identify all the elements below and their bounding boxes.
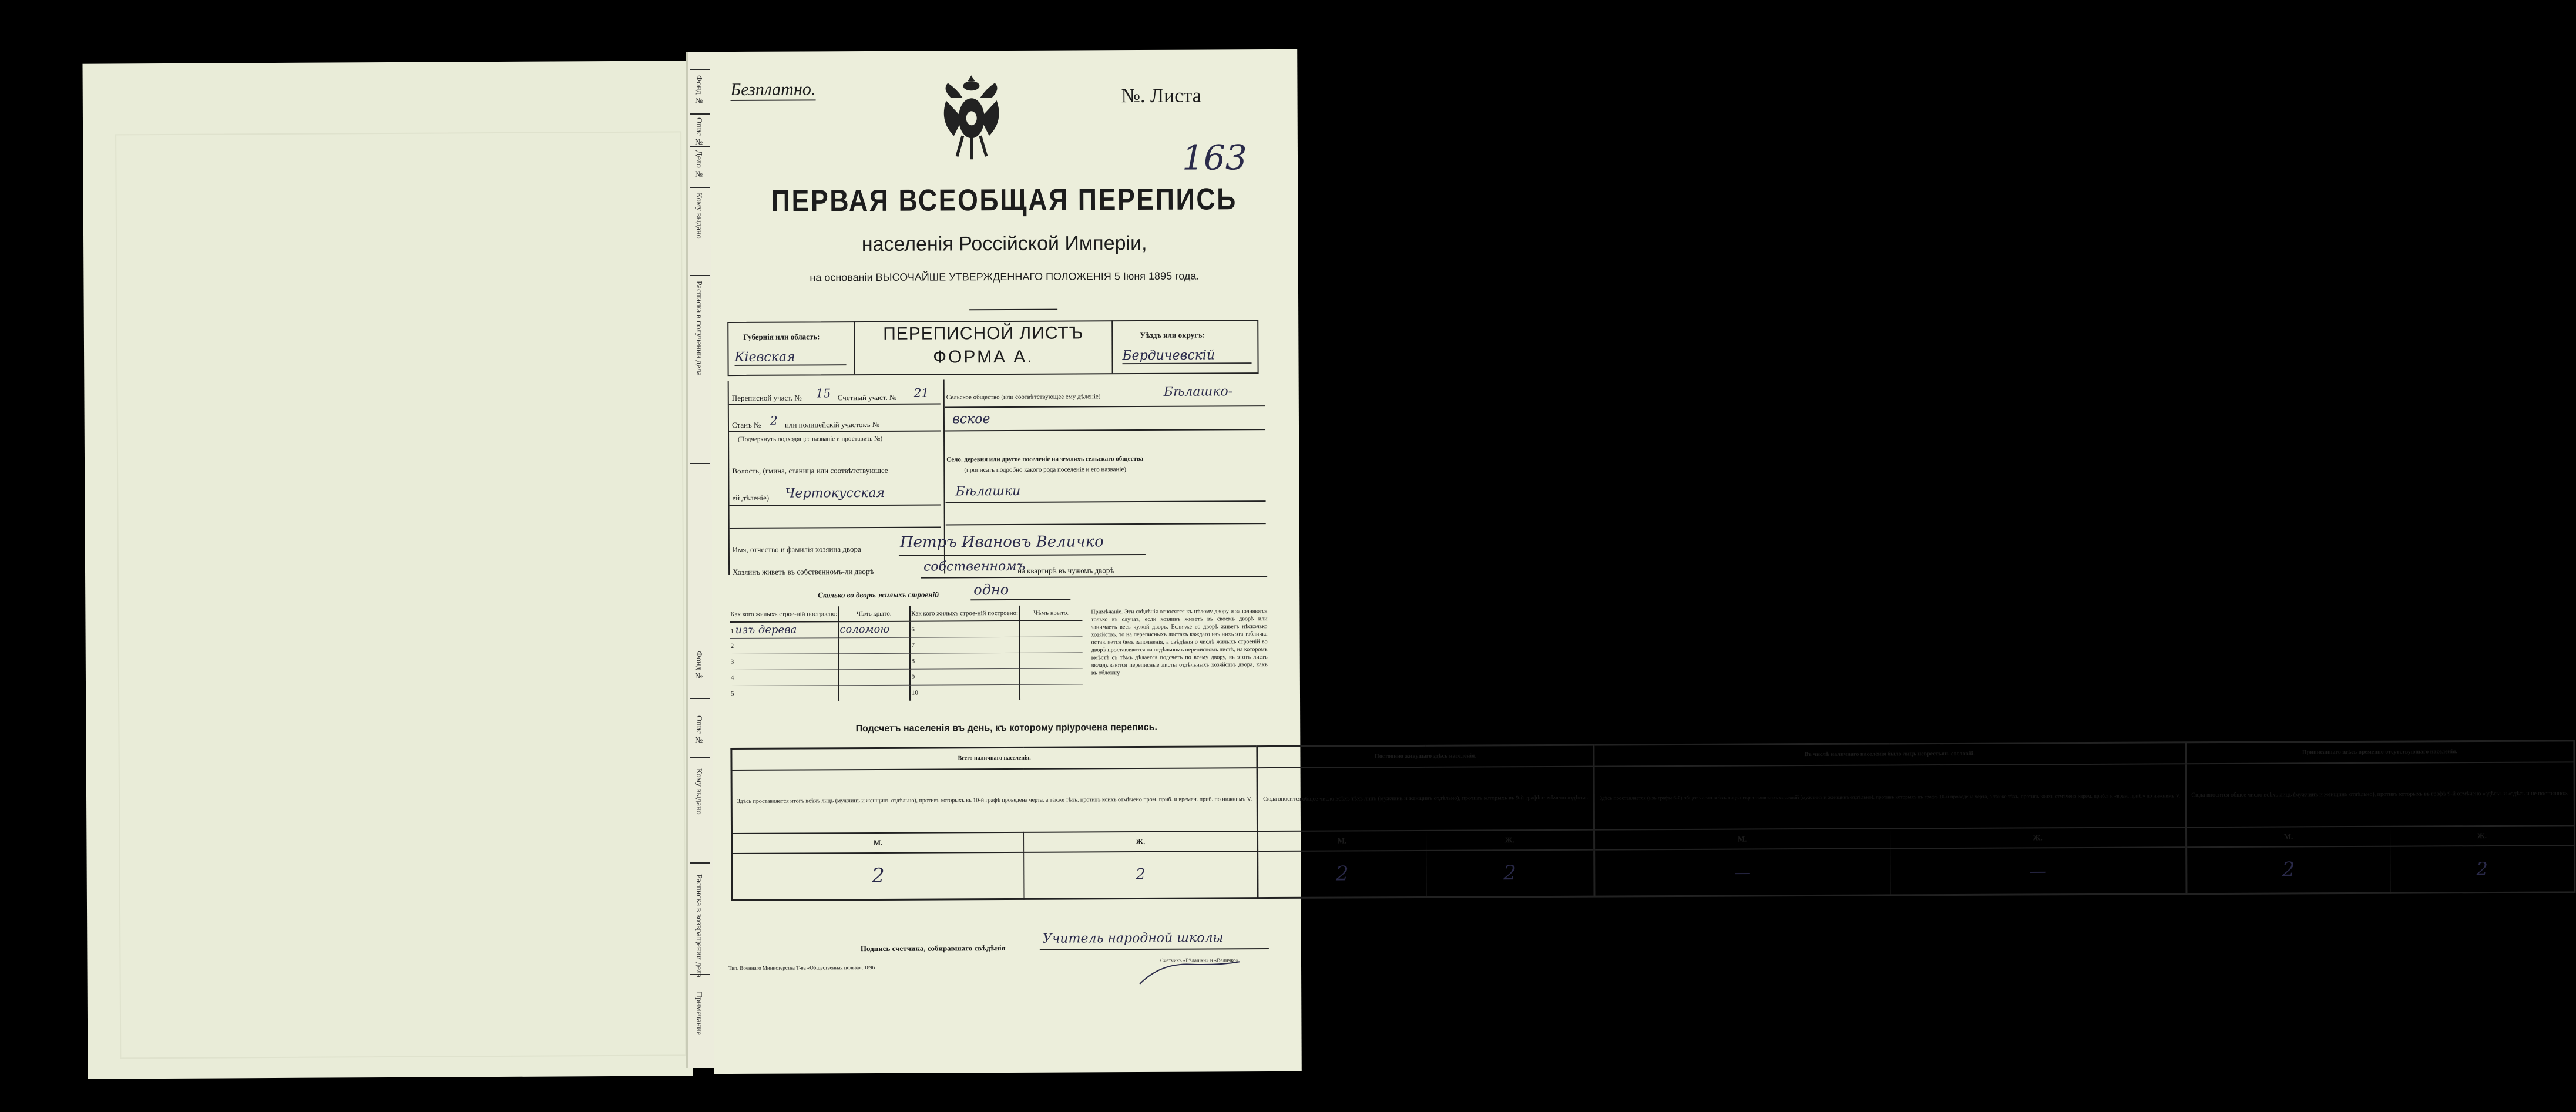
field-underline (899, 554, 1146, 556)
ornament-divider (969, 309, 1057, 311)
field-underline (945, 429, 1265, 431)
tally-col-header: Въ числѣ наличнаго населенія было лицъ неврестьян. сословій. (1594, 743, 2186, 766)
row-number: 1 (730, 628, 734, 636)
field-underline (970, 599, 1070, 601)
row-number: 5 (730, 685, 839, 701)
tally-title: Подсчетъ населенія въ день, къ которому пріурочена перепись. (855, 722, 1157, 734)
stan-label: Станъ № (731, 420, 761, 430)
volost-label-2: ей дѣленіе) (732, 493, 770, 503)
spine-divider (690, 275, 710, 276)
field-underline (730, 504, 941, 506)
stamp-text: Счетчикъ «Бѣлашки» и «Величко» (1160, 957, 1239, 963)
spine-label: Опис № (694, 715, 703, 745)
male-col-label: М. (1594, 828, 1890, 849)
buildings-count-label: Сколько во дворѣ жилыхъ строеній (818, 590, 939, 600)
table-row (730, 636, 1083, 654)
footnote-paragraph: Примѣчаніе. Эти свѣдѣнія относятся къ цѣлому двору и заполняются только въ случаѣ, если хозяинъ живетъ въ своемъ дворѣ или занимаетъ весь чужой дворъ. Если-же во дворѣ живетъ нѣсколько хозяйствъ, то на переписныхъ листахъ каждаго изъ нихъ эта табличка оставляется безъ заполненія, а свѣдѣнія о числѣ жилыхъ строеній во дворѣ проставляются на отдѣльномъ переписномъ листѣ, на которомъ вмѣстѣ съ тѣмъ дѣлается подсчетъ по всему двору, въ этотъ листъ вкладываются переписные листы отдѣльныхъ хозяйствъ двора, какъ въ обложку. (1091, 608, 1268, 677)
spine-divider (690, 698, 710, 699)
form-subtitle: населенія Россійской Имперіи, (861, 231, 1147, 256)
table-row (730, 668, 1083, 686)
form-main-title: ПЕРВАЯ ВСЕОБЩАЯ ПЕРЕПИСЬ (771, 182, 1237, 219)
owner-lives-label: Хозяинъ живетъ въ собственномъ-ли дворѣ (733, 566, 874, 577)
signature-label: Подпись счетчика, собиравшаго свѣдѣнія (860, 943, 1006, 953)
spine-label: Расписка в получении дела (694, 281, 703, 376)
spine-divider (690, 69, 710, 70)
male-col-label: М. (2186, 826, 2390, 847)
spine-label: Дело № (694, 150, 703, 179)
spine-label: Фонд № (694, 75, 703, 106)
owner-lives-rest: на квартирѣ въ чужомъ дворѣ (1017, 566, 1114, 575)
community-value-2: вское (952, 412, 990, 427)
volost-label: Волость, (гмина, станица или соотвѣтствующее (732, 465, 888, 476)
tally-value: — (1890, 847, 2186, 895)
owner-name-value: Петръ Ивановъ Величко (899, 533, 1104, 552)
male-col-label: М. (732, 832, 1024, 853)
spine-divider (690, 757, 710, 758)
spine-label: Расписка в возвращении дела (694, 874, 703, 978)
printer-imprint: Тип. Военнаго Министерства Т-ва «Общественная польза», 1896 (728, 964, 875, 972)
row-number: 4 (730, 669, 839, 686)
field-underline (730, 526, 941, 529)
table-row (730, 652, 1083, 670)
row-number: 3 (730, 653, 839, 670)
building-material-value: изъ дерева (735, 623, 797, 637)
tally-value: 2 (732, 852, 1024, 900)
tally-description: Здѣсь проставляется (изъ графы 6-й) общее число всѣхъ лицъ некрестьянскихъ сословій (мужчинъ и женщинъ отдѣльно), противъ которыхъ въ графѣ 10-й проведена черта, а также тѣхъ, противъ коихъ отмѣчено «врем. приб.» и «врем. приб.» по нижнимъ V. (1594, 764, 2186, 829)
row-number: 7 (910, 637, 1019, 653)
spine-divider (690, 146, 710, 147)
row-number: 9 (910, 668, 1019, 685)
buildings-col-header: Как кого жилыхъ строе-ній построено: (910, 606, 1019, 621)
owner-lives-value: собственномъ (923, 559, 1026, 575)
field-underline (945, 405, 1265, 408)
spine-divider (690, 974, 710, 975)
village-value: Бѣлашки (955, 483, 1021, 499)
tally-value: 2 (2476, 858, 2488, 879)
spine-divider (690, 463, 710, 464)
spine-divider (690, 862, 710, 864)
form-a-title: ФОРМА А. (933, 347, 1034, 367)
spine-divider (690, 113, 710, 115)
tally-value: 2 (1024, 851, 1258, 899)
tally-description: Здѣсь проставляется итогъ всѣхъ лицъ (мужчинъ и женщинъ отдѣльно), противъ которыхъ въ 10-й графѣ проведена черта, а также тѣхъ, противъ коихъ отмѣчено пром. приб. и времен. приб. по нижнимъ V. (731, 768, 1258, 834)
free-label: Безплатно. (730, 79, 815, 101)
district-value: 15 (815, 386, 831, 401)
community-label: Сельское общество (или соотвѣтствующее ему дѣленіе) (946, 393, 1101, 401)
male-col-label: М. (1258, 830, 1426, 851)
village-label: Село, деревня или другое поселеніе на земляхъ сельскаго общества (946, 455, 1144, 463)
count-district-label: Счетный участ. № (837, 392, 897, 402)
row-number: 8 (910, 653, 1019, 669)
field-underline (729, 403, 941, 405)
spine-label: Опис № (694, 117, 703, 147)
buildings-count-value: одно (973, 581, 1009, 599)
tally-col-header: Всего наличнаго населенія. (731, 747, 1257, 770)
spine-divider (690, 187, 710, 188)
community-value: Бѣлашко- (1163, 384, 1233, 399)
form-basis-line: на основаніи ВЫСОЧАЙШЕ УТВЕРЖДЕННАГО ПОЛОЖЕНІЯ 5 Іюня 1895 года. (810, 270, 1200, 284)
table-row (730, 684, 1083, 701)
spine-label: Примечание (694, 992, 703, 1035)
double-headed-eagle-emblem (939, 74, 1004, 162)
owner-name-label: Имя, отчество и фамилія хозяина двора (732, 545, 861, 555)
count-district-value: 21 (913, 385, 929, 400)
gubernia-label: Губернія или область: (743, 332, 820, 341)
row-number: 10 (910, 684, 1019, 701)
census-form-page (710, 49, 2569, 1074)
tally-col-header: Постоянно живущаго здѣсь населенія. (1257, 745, 1594, 767)
tally-col-header: Приписаннаго здѣсь временно отсутствующаго населенія. (2302, 748, 2458, 756)
buildings-table (730, 605, 1083, 701)
spine-label: Фонд № (694, 651, 703, 681)
tally-description: Сюда вносится общее число всѣхъ тѣхъ лицъ (мужчинъ и женщинъ отдѣльно), противъ которыхъ въ 9-й графѣ отмѣчено «здѣсь». (1257, 766, 1594, 831)
volost-value: Чертокусская (785, 485, 885, 501)
village-note: (прописать подробно какого рода поселеніе и его названіе). (964, 466, 1128, 474)
tally-value: 2 (1258, 850, 1426, 898)
sheet-number-label: №. Листа (1121, 85, 1201, 107)
roof-col-header: Чѣмъ крыто. (1033, 609, 1069, 617)
uezd-label: Уѣздъ или округъ: (1140, 330, 1205, 340)
left-page (82, 61, 693, 1079)
box-divider (1111, 320, 1113, 373)
district-label: Переписной участ. № (731, 393, 802, 403)
left-fields-border (728, 381, 730, 575)
field-underline (921, 576, 1267, 579)
spine-label: Кому выдано (694, 193, 703, 239)
tally-description: Сюда вносится общее число всѣхъ лицъ (мужчинъ и женщинъ отдѣльно), противъ которыхъ въ графѣ 9-й отмѣчено «здѣсь» и «здѣсь и не постоянно». (2191, 790, 2569, 798)
female-col-label: Ж. (2477, 831, 2487, 840)
roof-material-value: соломою (839, 623, 890, 636)
buildings-col-header: Как кого жилыхъ строе-ній построено: (730, 606, 838, 622)
tally-value: 2 (2186, 846, 2390, 894)
spine-label: Кому выдано (694, 768, 703, 815)
enumerator-signature: Учитель народной школы (1042, 930, 1224, 946)
stan-note: (Подчеркнуть подходящее названіе и проставить №) (738, 435, 883, 443)
tally-value: — (1594, 848, 1890, 896)
female-col-label: Ж. (1024, 831, 1258, 852)
row-number: 2 (730, 637, 839, 654)
field-underline (946, 523, 1266, 525)
police-district-label: или полицейскій участокъ № (784, 419, 880, 429)
row-number: 6 (910, 621, 1019, 637)
tally-value: 2 (1426, 849, 1594, 897)
uezd-value: Бердичевскій (1122, 348, 1251, 364)
female-col-label: Ж. (1426, 829, 1594, 850)
field-underline (729, 430, 941, 432)
census-sheet-title: ПЕРЕПИСНОЙ ЛИСТЪ (883, 323, 1084, 344)
tally-table (730, 740, 2575, 901)
table-row (730, 620, 1082, 638)
handwritten-sheet-number: 163 (1181, 137, 1247, 178)
bleed-through-frame (115, 131, 686, 1059)
gubernia-value: Кіевская (734, 350, 846, 366)
female-col-label: Ж. (1890, 827, 2186, 848)
signature-line (1040, 948, 1269, 950)
field-underline (946, 500, 1266, 503)
roof-col-header: Чѣмъ крыто. (838, 606, 910, 622)
signature-flourish (1137, 957, 1242, 987)
stan-value: 2 (770, 413, 778, 428)
